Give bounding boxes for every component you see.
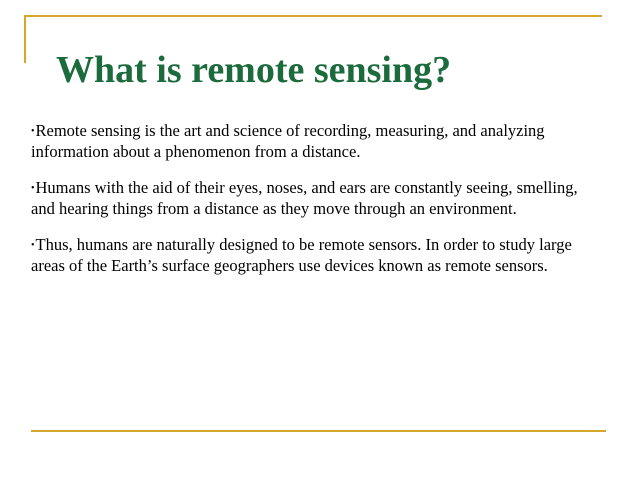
bullet-text: Thus, humans are naturally designed to be remote sensors. In order to study large areas of the Earth’s surface geographers use devices known as remote sensors. — [31, 235, 572, 275]
bottom-divider — [31, 430, 606, 432]
bullet-dot-icon: • — [31, 126, 35, 137]
slide-title: What is remote sensing? — [56, 49, 452, 91]
bullet-text: Remote sensing is the art and science of recording, measuring, and analyzing information about a phenomenon from a distance. — [31, 121, 545, 161]
bullet-text: Humans with the aid of their eyes, noses, and ears are constantly seeing, smelling, and hearing things from a distance as they move through an environment. — [31, 178, 578, 218]
bullet-dot-icon: • — [31, 240, 35, 251]
bullet-item — [31, 236, 591, 275]
top-divider — [24, 15, 602, 17]
bullet-item — [31, 122, 591, 161]
bullet-list — [31, 122, 591, 293]
bullet-item — [31, 179, 591, 218]
bullet-dot-icon: • — [31, 183, 35, 194]
left-divider — [24, 15, 26, 63]
